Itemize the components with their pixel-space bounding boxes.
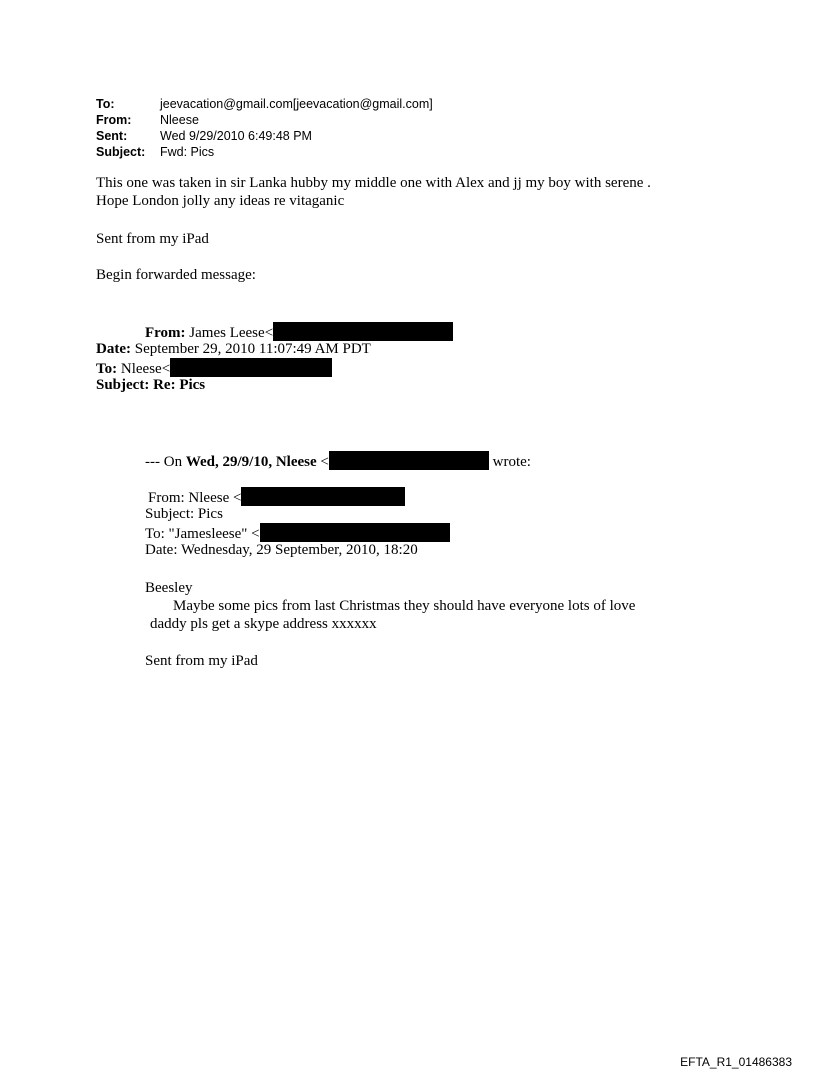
quoted-to-redaction [260,523,450,542]
fwd-from-row [145,322,453,342]
subject-label: Subject: [96,145,146,159]
fwd-to-label: To: [96,361,118,377]
quoted-message-line-2: daddy pls get a skype address xxxxxx [150,616,377,632]
quoted-to-bracket: < [251,526,260,542]
quoted-signature: Sent from my iPad [145,653,258,669]
body-line-2: Hope London jolly any ideas re vitaganic [96,193,345,209]
quoted-from-row [148,487,405,507]
fwd-from-redaction [273,322,453,341]
forward-intro: Begin forwarded message: [96,267,256,283]
quoted-intro [145,451,531,471]
body-line-1: This one was taken in sir Lanka hubby my middle one with Alex and jj my boy with serene . [96,175,651,191]
fwd-from-bracket: < [264,325,274,341]
body-signature: Sent from my iPad [96,231,209,247]
to-label: To: [96,97,115,111]
quoted-to-row [145,523,450,543]
fwd-from-value: James Leese [189,325,265,341]
fwd-to-value: Nleese [120,361,162,377]
subject-value: Fwd: Pics [160,145,215,159]
header-to-row [96,96,433,112]
fwd-to-bracket: < [161,361,171,377]
document-id: EFTA_R1_01486383 [680,1055,792,1069]
quoted-suffix: wrote: [492,454,531,470]
to-value: jeevacation@gmail.com[jeevacation@gmail.com] [160,97,433,111]
quoted-greeting: Beesley [145,580,193,596]
fwd-date-row [96,340,371,358]
fwd-date-label: Date: [96,341,131,357]
sent-label: Sent: [96,129,128,143]
header-subject-row [96,144,214,160]
quoted-message-line-1: Maybe some pics from last Christmas they should have everyone lots of love [173,598,636,614]
fwd-date-value: September 29, 2010 11:07:49 AM PDT [134,341,371,357]
quoted-from-line: From: Nleese [148,490,230,506]
from-value: Nleese [160,113,199,127]
quoted-bracket: < [320,454,329,470]
quoted-intro-redaction [329,451,489,470]
quoted-from-bracket: < [232,490,242,506]
quoted-subject-line: Subject: Pics [145,506,223,522]
quoted-from-redaction [241,487,405,506]
quoted-date-line: Date: Wednesday, 29 September, 2010, 18:20 [145,542,418,558]
fwd-subject-row: Subject: Re: Pics [96,377,206,393]
quoted-date-sender: Wed, 29/9/10, Nleese [185,454,317,470]
fwd-from-label: From: [145,325,186,341]
header-from-row [96,112,199,128]
quoted-to-line: To: "Jamesleese" [145,526,248,542]
from-label: From: [96,113,132,127]
sent-value: Wed 9/29/2010 6:49:48 PM [160,129,312,143]
fwd-to-row [96,358,332,378]
quoted-prefix: --- On [145,454,183,470]
header-sent-row [96,128,312,144]
fwd-to-redaction [170,358,332,377]
